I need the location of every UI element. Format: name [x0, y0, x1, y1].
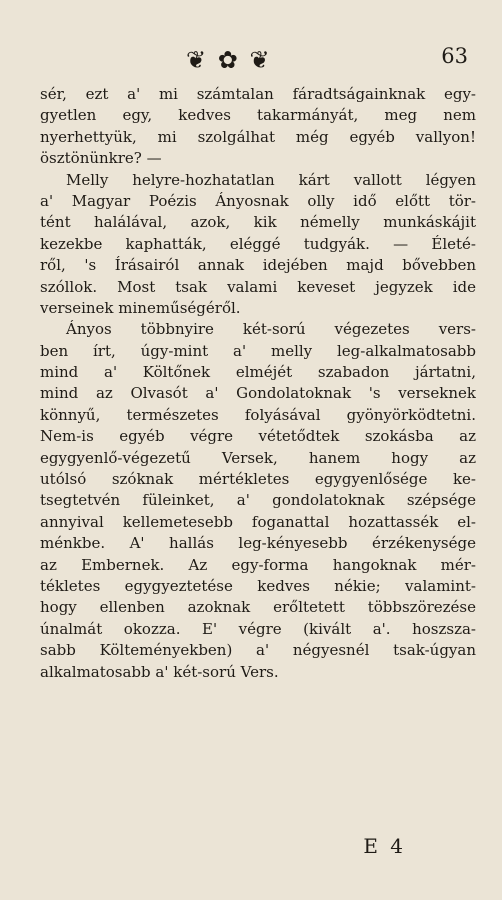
text-line: Melly helyre-hozhatatlan kárt vallott légyen	[66, 170, 476, 189]
text-line: ről, 's Írásairól annak idejében majd bővebben	[40, 256, 476, 275]
text-line: hogy ellenben azoknak erőltetett többszörezése	[40, 598, 476, 617]
text-line: ménkbe. A' hallás leg-kényesebb érzékenysége	[40, 534, 476, 553]
text-line: mind az Olvasót a' Gondolatoknak 's verseknek	[40, 384, 476, 403]
text-line: az Embernek. Az egy-forma hangoknak mér-	[40, 555, 476, 574]
text-line: verseinek mineműségéről.	[40, 298, 241, 317]
text-line: tsegtetvén füleinket, a' gondolatoknak szépsége	[40, 491, 476, 510]
text-line: ben írt, úgy-mint a' melly leg-alkalmatosabb	[40, 341, 476, 360]
text-line: únalmát okozza. E' végre (kivált a'. hoszsza-	[40, 619, 476, 638]
text-line: mind a' Költőnek elméjét szabadon jártatni,	[40, 363, 476, 382]
text-line: Ányos többnyire két-sorú végezetes vers-	[66, 320, 476, 339]
text-line: sabb Költeményekben) a' négyesnél tsak-úgyan	[40, 641, 476, 660]
text-line: nyerhettyük, mi szolgálhat még egyéb vallyon!	[40, 127, 476, 146]
text-line: kezekbe kaphatták, eléggé tudgyák. — Életé-	[40, 234, 476, 253]
text-line: szóllok. Most tsak valami keveset jegyzek ide	[40, 277, 476, 296]
printer-signature: E 4	[363, 834, 406, 858]
text-line: ösztönünkre? —	[40, 149, 162, 168]
text-line: gyetlen egy, kedves takarmányát, meg nem	[40, 106, 476, 125]
body-text	[40, 84, 476, 683]
page-number: 63	[441, 44, 468, 68]
text-line: alkalmatosabb a' két-sorú Vers.	[40, 662, 279, 681]
page-header	[0, 44, 502, 84]
text-line: Nem-is egyéb végre vétetődtek szokásba az	[40, 427, 476, 446]
text-line: tékletes egygyeztetése kedves nékie; valamint-	[40, 576, 476, 595]
text-line: tént halálával, azok, kik némelly munkáskájit	[40, 213, 476, 232]
text-line: egygyenlő-végezetű Versek, hanem hogy az	[40, 448, 476, 467]
text-line: annyival kellemetesebb foganattal hozattassék el-	[40, 512, 476, 531]
text-line: könnyű, természetes folyásával gyönyörködtetni.	[40, 405, 476, 424]
text-line: a' Magyar Poézis Ányosnak olly idő előtt tör-	[40, 191, 476, 210]
text-line: utólsó szóknak mértékletes egygyenlősége ke-	[40, 470, 476, 489]
ornament-icon: ❦ ✿ ❦	[186, 46, 272, 74]
text-line: sér, ezt a' mi számtalan fáradtságainknak egy-	[40, 85, 476, 103]
